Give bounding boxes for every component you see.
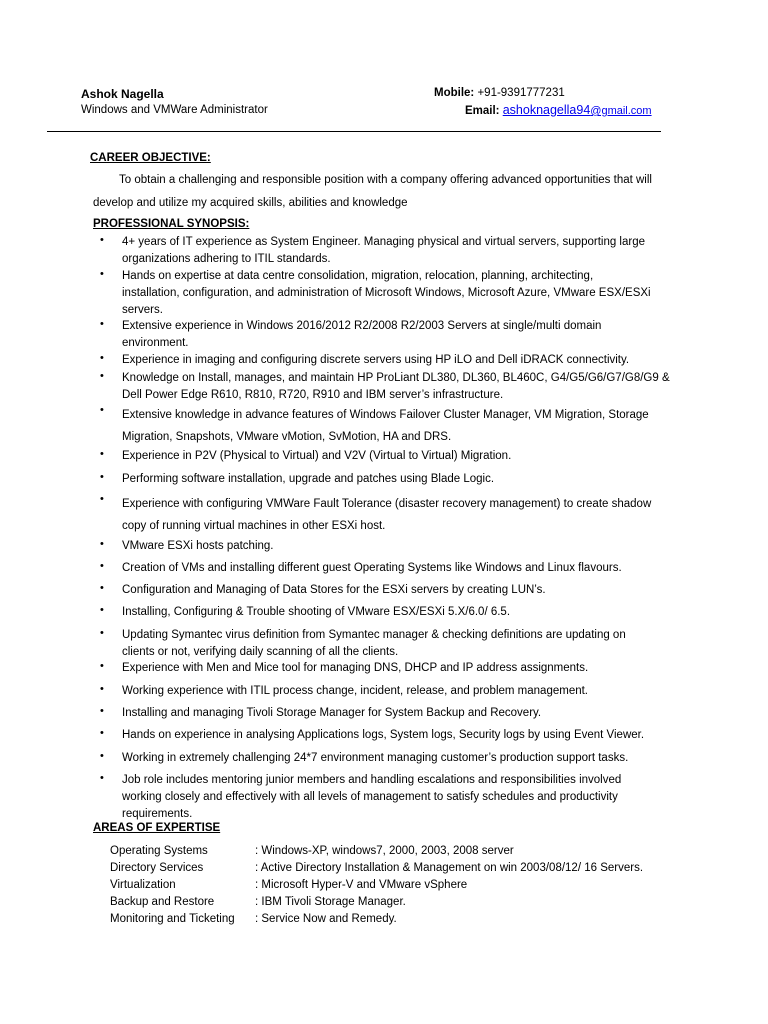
bullet-marker: • — [100, 727, 104, 739]
expertise-value: : IBM Tivoli Storage Manager. — [255, 896, 406, 908]
candidate-name: Ashok Nagella — [81, 87, 164, 101]
synopsis-item — [122, 683, 682, 700]
expertise-label: Backup and Restore — [110, 896, 215, 908]
expertise-label: Operating Systems — [110, 845, 208, 857]
bullet-marker: • — [100, 772, 104, 784]
expertise-value: : Active Directory Installation & Management on win 2003/08/12/ 16 Servers. — [255, 862, 644, 874]
synopsis-item-line: Hands on expertise at data centre consolidation, migration, relocation, planning, architecting, — [122, 270, 594, 282]
synopsis-item — [122, 352, 682, 369]
synopsis-item-line: Experience in imaging and configuring discrete servers using HP iLO and Dell iDRACK connectivity. — [122, 354, 630, 366]
synopsis-item-line: Dell Power Edge R610, R810, R720, R910 and IBM server’s infrastructure. — [122, 389, 504, 401]
synopsis-item-line: Extensive knowledge in advance features of Windows Failover Cluster Manager, VM Migration, Storage — [122, 409, 649, 421]
synopsis-item — [122, 370, 682, 404]
bullet-marker: • — [100, 370, 104, 382]
synopsis-item — [122, 538, 682, 555]
areas-of-expertise-heading: AREAS OF EXPERTISE — [93, 822, 221, 834]
synopsis-item — [122, 627, 682, 661]
bullet-marker: • — [100, 538, 104, 550]
bullet-marker: • — [100, 660, 104, 672]
synopsis-item-line: Extensive experience in Windows 2016/2012 R2/2008 R2/2003 Servers at single/multi domain — [122, 320, 602, 332]
synopsis-item — [122, 727, 682, 744]
bullet-marker: • — [100, 582, 104, 594]
bullet-marker: • — [100, 750, 104, 762]
email-label: Email: — [465, 105, 500, 117]
synopsis-item-line: servers. — [122, 304, 163, 316]
synopsis-item-line: Working in extremely challenging 24*7 environment managing customer’s production support tasks. — [122, 752, 629, 764]
synopsis-item — [122, 318, 682, 352]
synopsis-item-line: working closely and effectively with all levels of management to satisfy schedules and productivity — [122, 791, 618, 803]
bullet-marker: • — [100, 705, 104, 717]
synopsis-item — [122, 234, 682, 268]
synopsis-item-line: Configuration and Managing of Data Stores for the ESXi servers by creating LUN’s. — [122, 584, 546, 596]
bullet-marker: • — [100, 604, 104, 616]
synopsis-item — [122, 268, 682, 319]
bullet-marker: • — [100, 493, 104, 505]
career-objective-line-2: develop and utilize my acquired skills, abilities and knowledge — [93, 197, 408, 209]
synopsis-item — [122, 772, 682, 823]
mobile-number: +91-9391777231 — [477, 87, 565, 99]
synopsis-item-line: copy of running virtual machines in other ESXi host. — [122, 520, 386, 532]
synopsis-item-line: requirements. — [122, 808, 193, 820]
bullet-marker: • — [100, 683, 104, 695]
synopsis-item-line: Installing and managing Tivoli Storage Manager for System Backup and Recovery. — [122, 707, 542, 719]
synopsis-item — [122, 493, 682, 537]
synopsis-item-line: Installing, Configuring & Trouble shooting of VMware ESX/ESXi 5.X/6.0/ 6.5. — [122, 606, 511, 618]
bullet-marker: • — [100, 318, 104, 330]
synopsis-item-line: Job role includes mentoring junior members and handling escalations and responsibilities involved — [122, 774, 622, 786]
synopsis-item-line: installation, configuration, and administration of Microsoft Windows, Microsoft Azure, VMware ESX/ESXi — [122, 287, 651, 299]
synopsis-item-line: Experience with configuring VMWare Fault Tolerance (disaster recovery management) to create shadow — [122, 498, 652, 510]
email-domain: @gmail.com — [590, 105, 652, 117]
synopsis-item — [122, 448, 682, 465]
synopsis-item — [122, 582, 682, 599]
mobile-label: Mobile: — [434, 87, 475, 99]
synopsis-item-line: Migration, Snapshots, VMware vMotion, SvMotion, HA and DRS. — [122, 431, 452, 443]
bullet-marker: • — [100, 352, 104, 364]
expertise-label: Directory Services — [110, 862, 204, 874]
synopsis-item-line: environment. — [122, 337, 189, 349]
bullet-marker: • — [100, 404, 104, 416]
synopsis-item — [122, 660, 682, 677]
synopsis-item-line: Creation of VMs and installing different guest Operating Systems like Windows and Linux flavours. — [122, 562, 622, 574]
expertise-value: : Microsoft Hyper-V and VMware vSphere — [255, 879, 468, 891]
bullet-marker: • — [100, 234, 104, 246]
synopsis-item — [122, 560, 682, 577]
synopsis-item-line: Knowledge on Install, manages, and maintain HP ProLiant DL380, DL360, BL460C, G4/G5/G6/G7/G8/G9 & — [122, 372, 670, 384]
candidate-role: Windows and VMWare Administrator — [81, 104, 268, 116]
synopsis-item — [122, 604, 682, 621]
expertise-label: Monitoring and Ticketing — [110, 913, 235, 925]
synopsis-item-line: clients or not, verifying daily scanning of all the clients. — [122, 646, 399, 658]
career-objective-line-1: To obtain a challenging and responsible position with a company offering advanced opportunities that will — [119, 174, 652, 186]
synopsis-item — [122, 750, 682, 767]
synopsis-item-line: Performing software installation, upgrade and patches using Blade Logic. — [122, 473, 495, 485]
bullet-marker: • — [100, 448, 104, 460]
synopsis-item-line: Working experience with ITIL process change, incident, release, and problem management. — [122, 685, 589, 697]
expertise-label: Virtualization — [110, 879, 176, 891]
bullet-marker: • — [100, 560, 104, 572]
synopsis-item-line: organizations adhering to ITIL standards. — [122, 253, 331, 265]
email-user: ashoknagella94 — [502, 103, 591, 117]
expertise-value: : Windows-XP, windows7, 2000, 2003, 2008 server — [255, 845, 514, 857]
bullet-marker: • — [100, 471, 104, 483]
synopsis-item — [122, 471, 682, 488]
synopsis-item-line: 4+ years of IT experience as System Engineer. Managing physical and virtual servers, supporting large — [122, 236, 645, 248]
bullet-marker: • — [100, 268, 104, 280]
synopsis-item-line: Hands on experience in analysing Applications logs, System logs, Security logs by using Event Viewer. — [122, 729, 645, 741]
expertise-value: : Service Now and Remedy. — [255, 913, 397, 925]
synopsis-item-line: Updating Symantec virus definition from Symantec manager & checking definitions are updating on — [122, 629, 626, 641]
professional-synopsis-heading: PROFESSIONAL SYNOPSIS: — [93, 218, 250, 230]
bullet-marker: • — [100, 627, 104, 639]
synopsis-item-line: VMware ESXi hosts patching. — [122, 540, 274, 552]
career-objective-heading: CAREER OBJECTIVE: — [90, 152, 211, 164]
synopsis-item — [122, 705, 682, 722]
synopsis-item-line: Experience in P2V (Physical to Virtual) and V2V (Virtual to Virtual) Migration. — [122, 450, 512, 462]
synopsis-item-line: Experience with Men and Mice tool for managing DNS, DHCP and IP address assignments. — [122, 662, 589, 674]
synopsis-item — [122, 404, 682, 448]
